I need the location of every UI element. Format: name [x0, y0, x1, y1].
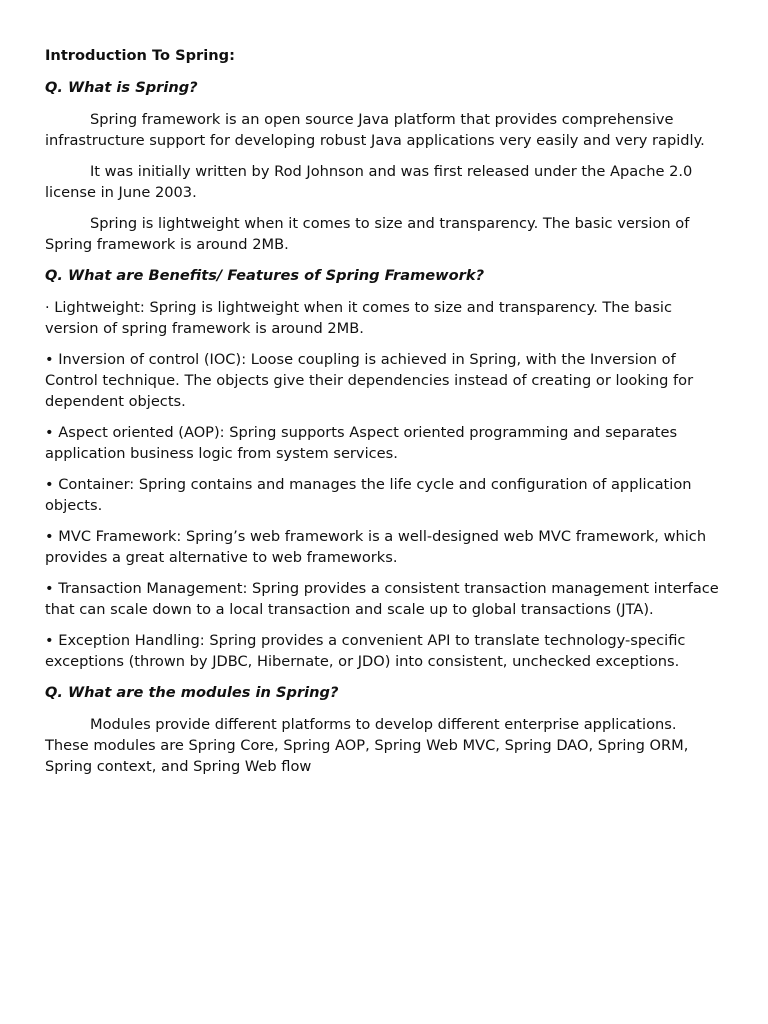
question-modules: Q. What are the modules in Spring?: [45, 684, 339, 701]
bullet-item-mvc: • MVC Framework: Spring’s web framework is a well-designed web MVC framework, which provides a great alternative to web frameworks.: [45, 528, 707, 566]
document-title: Introduction To Spring:: [45, 47, 235, 64]
paragraph: Spring framework is an open source Java platform that provides comprehensive infrastructure support for developing robust Java applications very easily and very rapidly.: [45, 111, 705, 149]
paragraph: Modules provide different platforms to develop different enterprise applications. These modules are Spring Core, Spring AOP, Spring Web MVC, Spring DAO, Spring ORM, Spring context, and Spring Web flow: [45, 716, 689, 775]
bullet-item-lightweight: · Lightweight: Spring is lightweight when it comes to size and transparency. The basic version of spring framework is around 2MB.: [45, 299, 673, 337]
question-what-is-spring: Q. What is Spring?: [45, 79, 198, 96]
paragraph: Spring is lightweight when it comes to size and transparency. The basic version of Spring framework is around 2MB.: [45, 215, 690, 253]
question-benefits-features: Q. What are Benefits/ Features of Spring Framework?: [45, 267, 485, 284]
bullet-item-aop: • Aspect oriented (AOP): Spring supports Aspect oriented programming and separates application business logic from system services.: [45, 424, 678, 462]
bullet-item-ioc: • Inversion of control (IOC): Loose coupling is achieved in Spring, with the Inversion of Control technique. The objects give their dependencies instead of creating or looking for dependent objects.: [45, 351, 694, 410]
bullet-item-exception: • Exception Handling: Spring provides a convenient API to translate technology-specific exceptions (thrown by JDBC, Hibernate, or JDO) into consistent, unchecked exceptions.: [45, 632, 686, 670]
paragraph: It was initially written by Rod Johnson and was first released under the Apache 2.0 license in June 2003.: [45, 163, 693, 201]
bullet-item-transaction: • Transaction Management: Spring provides a consistent transaction management interface that can scale down to a local transaction and scale up to global transactions (JTA).: [45, 580, 719, 618]
bullet-item-container: • Container: Spring contains and manages the life cycle and configuration of application objects.: [45, 476, 692, 514]
